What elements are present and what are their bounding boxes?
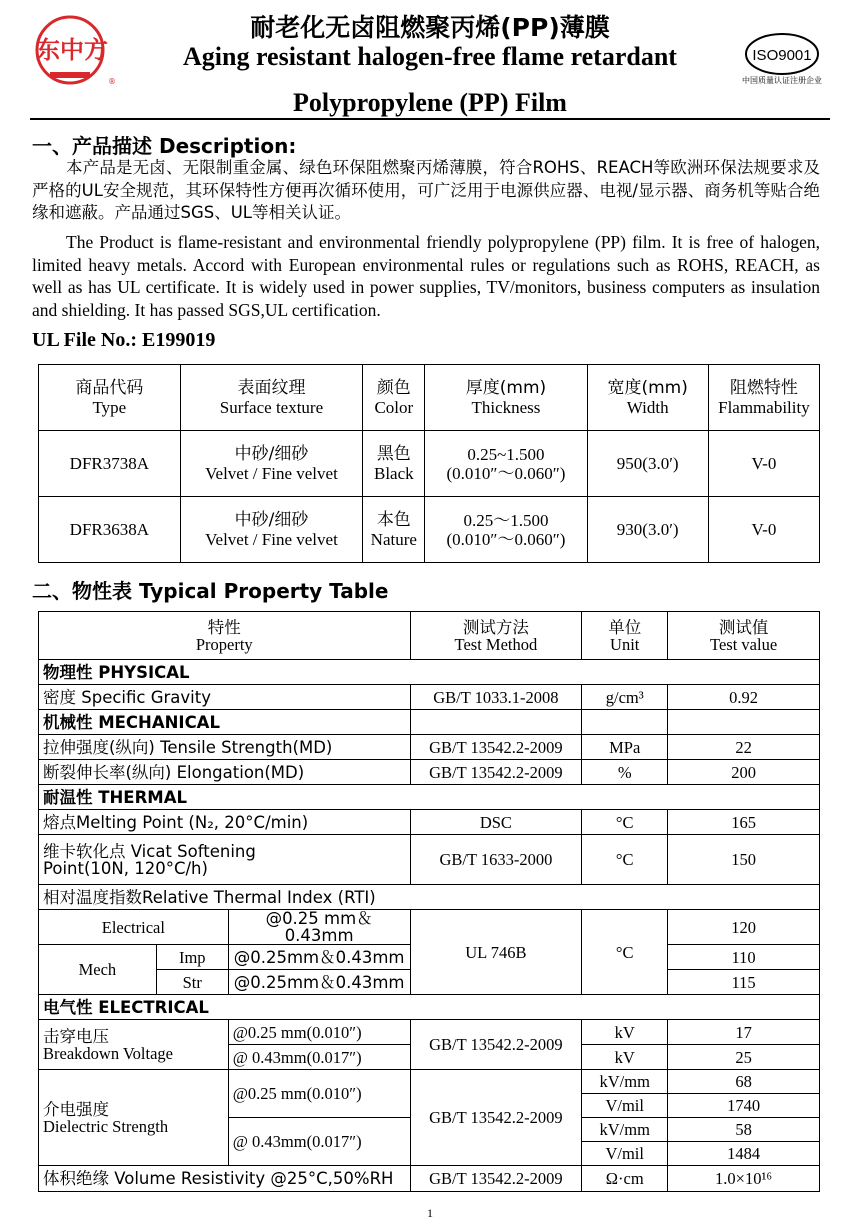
title-english-line2: Polypropylene (PP) Film <box>293 88 567 117</box>
header-property-cn: 特性 <box>207 617 241 637</box>
condition: @ 0.43mm(0.017″) <box>228 1045 410 1070</box>
property-name: 密度 Specific Gravity <box>39 685 411 710</box>
test-value: 25 <box>668 1045 820 1070</box>
test-value: 1484 <box>668 1142 820 1166</box>
table-row <box>39 910 820 945</box>
rti-str-label: Str <box>156 970 228 995</box>
property-name: 断裂伸长率(纵向) Elongation(MD) <box>39 760 411 785</box>
product-table <box>38 364 820 563</box>
title-chinese: 耐老化无卤阻燃聚丙烯(PP)薄膜 <box>250 13 610 42</box>
test-value: 200 <box>668 760 820 785</box>
vicat-line2: Point(10N, 120°C/h) <box>43 858 208 878</box>
unit: °C <box>582 810 668 835</box>
iso-subtitle: 中国质量认证注册企业 <box>742 76 822 85</box>
description-english: The Product is flame-resistant and environmental friendly polypropylene (PP) film. It is free of halogen, limited heavy metals. Accord with European environmental rules or regulations such as ROHS, REACH, as well as has UL certificate. It is widely used in power supplies, TV/monitors, business computers as insulation and shielding. It has passed SGS,UL certification. <box>32 232 820 320</box>
product-table-header <box>39 365 820 431</box>
table-row <box>39 685 820 710</box>
color-cn: 本色 <box>376 510 411 530</box>
unit: Ω·cm <box>582 1166 668 1192</box>
flammability-cell: V-0 <box>708 497 819 563</box>
header-thickness-en: Thickness <box>471 398 541 417</box>
condition: @ 0.43mm(0.017″) <box>228 1118 410 1166</box>
test-value: 22 <box>668 735 820 760</box>
table-row <box>39 1070 820 1094</box>
test-method: GB/T 13542.2-2009 <box>410 1166 582 1192</box>
table-row <box>39 735 820 760</box>
page-number: 1 <box>427 1206 433 1220</box>
test-method: GB/T 1633-2000 <box>410 835 582 885</box>
test-method: GB/T 13542.2-2009 <box>410 760 582 785</box>
thickness-mm: 0.25~1.500 <box>467 444 545 464</box>
test-method: UL 746B <box>410 910 582 995</box>
title-english-line1: Aging resistant halogen-free flame retardant <box>183 42 677 71</box>
ul-file-number: UL File No.: E199019 <box>32 329 216 351</box>
header-flammability-cn: 阻燃特性 <box>729 378 798 398</box>
color-en: Black <box>373 464 414 483</box>
section-physical: 物理性 PHYSICAL <box>39 660 820 685</box>
header-color-cn: 颜色 <box>376 378 411 398</box>
description-chinese: 本产品是无卤、无限制重金属、绿色环保阻燃聚丙烯薄膜，符合ROHS、REACH等欧洲环保法规要求及严格的UL安全规范，其环保特性方便再次循环使用，可广泛用于电源供应器、电视/显示器、商务机等贴合绝缘和遮蔽。产品通过SGS、UL等相关认证。 <box>32 158 820 222</box>
header-thickness-cn: 厚度(mm) <box>465 378 547 398</box>
thickness-inch: (0.010″～0.060″) <box>446 463 566 483</box>
header-unit-cn: 单位 <box>608 617 642 637</box>
color-en: Nature <box>370 530 417 549</box>
unit: °C <box>582 910 668 995</box>
header-width-en: Width <box>626 398 669 417</box>
unit: kV <box>582 1020 668 1045</box>
unit: V/mil <box>582 1142 668 1166</box>
dielectric-cn: 介电强度 <box>43 1099 109 1119</box>
unit: MPa <box>582 735 668 760</box>
condition: @0.25 mm(0.010″) <box>228 1020 410 1045</box>
unit: V/mil <box>582 1094 668 1118</box>
iso-label: ISO9001 <box>752 47 812 64</box>
texture-en: Velvet / Fine velvet <box>205 464 338 483</box>
section-thermal: 耐温性 THERMAL <box>39 785 820 810</box>
width-cell: 950(3.0′) <box>587 431 708 497</box>
texture-cn: 中砂/细砂 <box>234 444 309 464</box>
header-texture-en: Surface texture <box>219 398 324 417</box>
table-row <box>39 835 820 885</box>
test-value: 68 <box>668 1070 820 1094</box>
test-value: 0.92 <box>668 685 820 710</box>
rti-title: 相对温度指数Relative Thermal Index (RTI) <box>39 885 820 910</box>
property-name: 体积绝缘 Volume Resistivity @25°C,50%RH <box>39 1166 411 1192</box>
rti-condition: @0.25mm＆0.43mm <box>228 970 410 995</box>
table-row <box>39 431 820 497</box>
table-row <box>39 760 820 785</box>
header-method-en: Test Method <box>454 634 538 654</box>
logo-text: 东中方 <box>36 36 108 64</box>
table-row <box>39 1020 820 1045</box>
header-unit-en: Unit <box>610 634 640 654</box>
test-value: 115 <box>668 970 820 995</box>
header-type-en: Type <box>92 398 127 417</box>
unit: °C <box>582 835 668 885</box>
header-value-cn: 测试值 <box>718 617 769 637</box>
rti-condition: @0.25 mm＆0.43mm <box>228 910 410 945</box>
condition: @0.25 mm(0.010″) <box>228 1070 410 1118</box>
header-flammability-en: Flammability <box>718 398 810 417</box>
test-value: 150 <box>668 835 820 885</box>
header-divider <box>30 118 830 120</box>
header-method-cn: 测试方法 <box>462 617 529 637</box>
header-width-cn: 宽度(mm) <box>607 378 688 398</box>
texture-cn: 中砂/细砂 <box>234 510 309 530</box>
test-method: DSC <box>410 810 582 835</box>
header-value-en: Test value <box>710 634 778 654</box>
header-type-cn: 商品代码 <box>75 378 144 398</box>
property-name: 熔点Melting Point (N₂, 20°C/min) <box>39 810 411 835</box>
unit: kV <box>582 1045 668 1070</box>
property-heading: 二、物性表 Typical Property Table <box>32 579 389 603</box>
test-value: 165 <box>668 810 820 835</box>
test-value: 58 <box>668 1118 820 1142</box>
test-value: 17 <box>668 1020 820 1045</box>
test-value: 110 <box>668 945 820 970</box>
rti-condition: @0.25mm＆0.43mm <box>228 945 410 970</box>
property-name <box>39 835 411 885</box>
flammability-cell: V-0 <box>708 431 819 497</box>
test-method: GB/T 13542.2-2009 <box>410 1070 582 1166</box>
header-property-en: Property <box>195 634 253 654</box>
unit: kV/mm <box>582 1070 668 1094</box>
svg-text:®: ® <box>108 77 116 86</box>
type-cell: DFR3638A <box>39 497 181 563</box>
test-value: 1740 <box>668 1094 820 1118</box>
table-row <box>39 497 820 563</box>
thickness-mm: 0.25～1.500 <box>463 510 549 530</box>
unit: g/cm³ <box>582 685 668 710</box>
header-color-en: Color <box>374 398 414 417</box>
color-cn: 黑色 <box>376 444 411 464</box>
table-row <box>39 1166 820 1192</box>
section-mechanical: 机械性 MECHANICAL <box>39 710 411 735</box>
unit: % <box>582 760 668 785</box>
table-row <box>39 810 820 835</box>
test-value: 120 <box>668 910 820 945</box>
type-cell: DFR3738A <box>39 431 181 497</box>
rti-electrical-label: Electrical <box>39 910 229 945</box>
breakdown-cn: 击穿电压 <box>43 1026 109 1046</box>
property-name <box>39 1070 229 1166</box>
rti-mech-label: Mech <box>39 945 157 995</box>
dielectric-en: Dielectric Strength <box>43 1116 169 1136</box>
thickness-inch: (0.010″～0.060″) <box>446 529 566 549</box>
breakdown-en: Breakdown Voltage <box>43 1043 173 1063</box>
property-table-header <box>39 612 820 660</box>
section-electrical: 电气性 ELECTRICAL <box>39 995 820 1020</box>
rti-imp-label: Imp <box>156 945 228 970</box>
property-table <box>38 611 820 1192</box>
property-name <box>39 1020 229 1070</box>
width-cell: 930(3.0′) <box>587 497 708 563</box>
property-name: 拉伸强度(纵向) Tensile Strength(MD) <box>39 735 411 760</box>
test-method: GB/T 1033.1-2008 <box>410 685 582 710</box>
unit: kV/mm <box>582 1118 668 1142</box>
header-texture-cn: 表面纹理 <box>237 378 306 398</box>
test-value: 1.0×10¹⁶ <box>668 1166 820 1192</box>
test-method: GB/T 13542.2-2009 <box>410 735 582 760</box>
test-method: GB/T 13542.2-2009 <box>410 1020 582 1070</box>
texture-en: Velvet / Fine velvet <box>205 530 338 549</box>
vicat-line1: 维卡软化点 Vicat Softening <box>43 841 256 861</box>
description-heading: 一、产品描述 Description: <box>32 134 297 158</box>
